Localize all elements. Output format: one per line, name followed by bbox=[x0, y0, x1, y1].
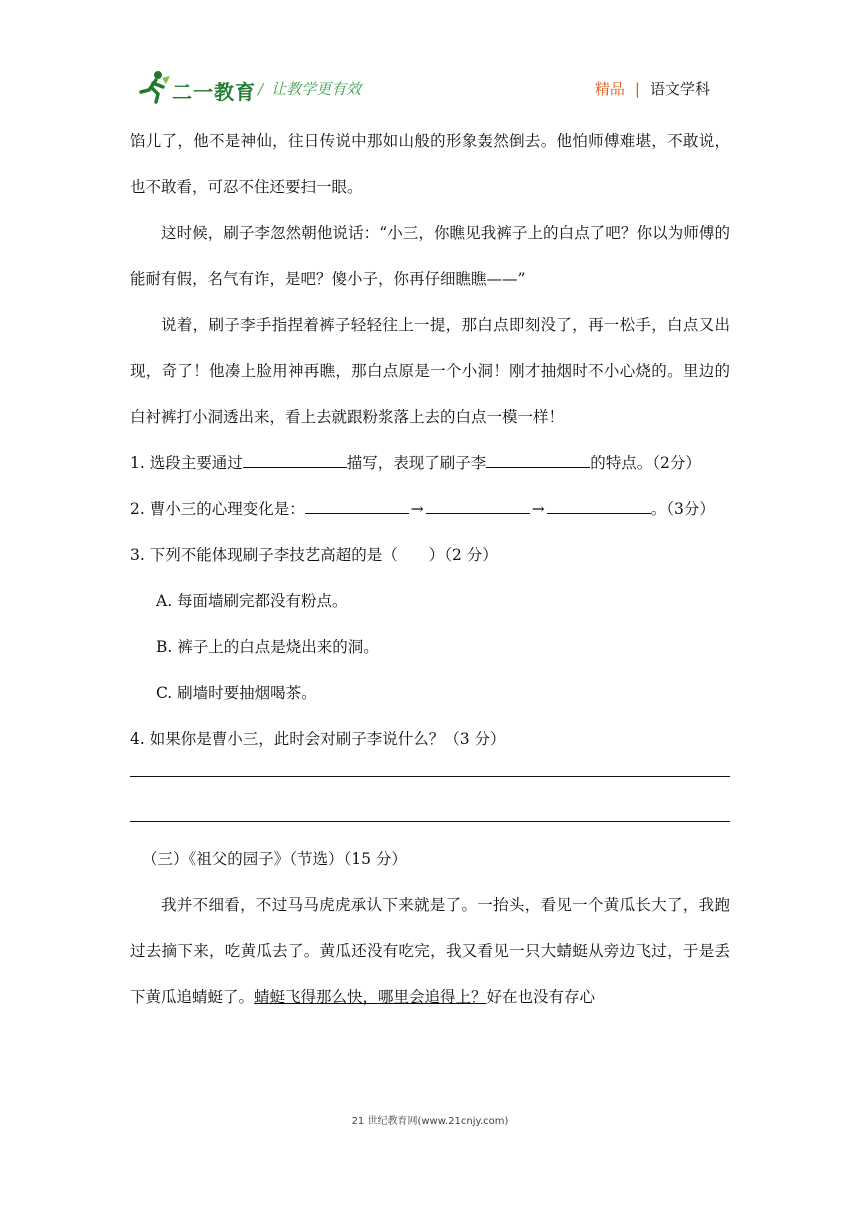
question-4: 4. 如果你是曹小三，此时会对刷子李说什么？（3 分） bbox=[130, 730, 506, 748]
brand-name: 二一教育 bbox=[172, 80, 256, 104]
document-body bbox=[130, 118, 730, 1020]
question-text: 的特点。（2分） bbox=[590, 454, 701, 472]
section-title: （三）《祖父的园子》（节选）（15 分） bbox=[142, 850, 407, 868]
option-c: C. 刷墙时要抽烟喝茶。 bbox=[156, 684, 317, 702]
answer-blank[interactable] bbox=[426, 497, 530, 514]
answer-blank[interactable] bbox=[305, 497, 409, 514]
divider: | bbox=[634, 80, 640, 98]
passage-text: 好在也没有存心 bbox=[486, 988, 596, 1006]
question-text: 2. 曹小三的心理变化是： bbox=[130, 500, 305, 518]
page-footer: 21 世纪教育网(www.21cnjy.com) bbox=[351, 1116, 509, 1127]
runner-logo-icon bbox=[136, 68, 172, 104]
question-text: 1. 选段主要通过 bbox=[130, 454, 243, 472]
passage-text: 我并不细看，不过马马虎虎承认下来就是了。一抬头，看见一个黄瓜长大了，我跑过去摘下来，吃黄瓜去了。黄瓜还没有吃完，我又看见一只大蜻蜓从旁边飞过，于是丢下黄瓜追蜻蜓了。 bbox=[130, 896, 730, 1006]
passage-paragraph bbox=[130, 882, 730, 1020]
passage-paragraph: 说着，刷子李手指捏着裤子轻轻往上一提，那白点即刻没了，再一松手，白点又出现，奇了！他凑上脸用神再瞧，那白点原是一个小洞！刚才抽烟时不小心烧的。里边的白衬裤打小洞透出来，看上去就跟粉浆落上去的白点一模一样！ bbox=[130, 316, 730, 426]
arrow-right-icon: → bbox=[410, 500, 424, 518]
underlined-sentence: 蜻蜓飞得那么快，哪里会追得上？ bbox=[254, 988, 487, 1006]
question-text: 描写，表现了刷子李 bbox=[346, 454, 487, 472]
quality-tag: 精品 bbox=[594, 80, 625, 98]
answer-blank[interactable] bbox=[243, 451, 347, 468]
passage-paragraph: 这时候，刷子李忽然朝他说话：“小三，你瞧见我裤子上的白点了吧？你以为师傅的能耐有假，名气有诈，是吧？傻小子，你再仔细瞧瞧——” bbox=[130, 224, 730, 288]
question-1 bbox=[130, 440, 730, 486]
subject-label: 语文学科 bbox=[649, 80, 710, 98]
answer-blank[interactable] bbox=[547, 497, 651, 514]
question-2 bbox=[130, 486, 730, 532]
question-text: 。（3分） bbox=[650, 500, 715, 518]
slogan-text: 让教学更有效 bbox=[271, 80, 362, 98]
answer-blank[interactable] bbox=[486, 451, 590, 468]
arrow-right-icon: → bbox=[531, 500, 545, 518]
slogan: / 让教学更有效 bbox=[258, 80, 362, 98]
header-right bbox=[595, 78, 710, 99]
question-3: 3. 下列不能体现刷子李技艺高超的是（ ）（2 分） bbox=[130, 546, 498, 564]
passage-paragraph: 馅儿了，他不是神仙，往日传说中那如山般的形象轰然倒去。他怕师傅难堪，不敢说，也不敢看，可忍不住还要扫一眼。 bbox=[130, 132, 730, 196]
option-a: A. 每面墙刷完都没有粉点。 bbox=[156, 592, 348, 610]
page-header bbox=[0, 0, 860, 110]
option-b: B. 裤子上的白点是烧出来的洞。 bbox=[156, 638, 379, 656]
